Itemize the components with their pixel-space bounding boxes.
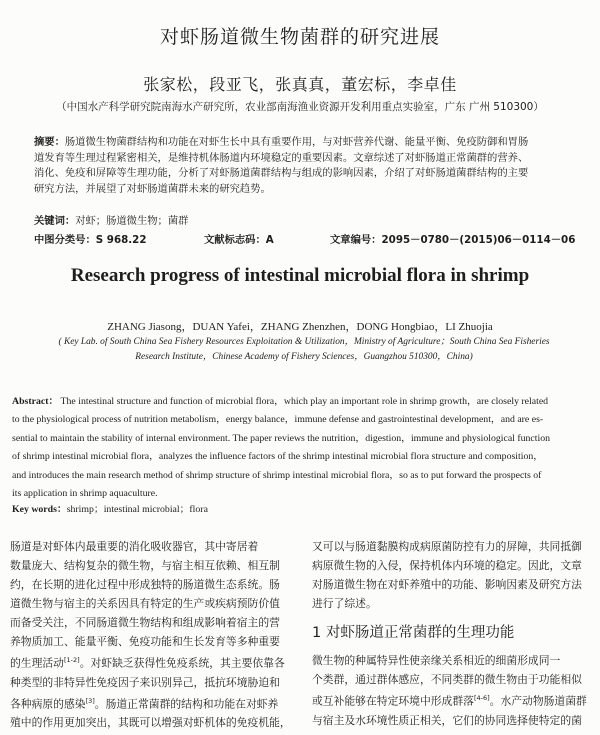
chinese-authors: 张家松，段亚飞，张真真，董宏标，李卓佳: [143, 75, 457, 94]
english-authors: ZHANG Jiasong，DUAN Yafei，ZHANG Zhenzhen，DONG Hongbiao，LI Zhuojia: [107, 321, 493, 333]
body-left-column: [10, 537, 300, 732]
body-text-line: 数量庞大、结构复杂的微生物，与宿主相互依赖、相互制: [10, 559, 280, 572]
chinese-keywords-text: 对虾；肠道微生物；菌群: [75, 215, 189, 227]
body-text-line: 肠道是对虾体内最重要的消化吸收器官，其中寄居着: [10, 540, 259, 553]
body-text-line: 约，在长期的进化过程中形成独特的肠道微生态系统。肠: [10, 578, 280, 591]
body-text-line: 殖中的作用更加突出，其既可以增强对虾机体的免疫机能，: [10, 716, 291, 730]
english-abstract-label: Abstract：: [12, 396, 59, 407]
body-text-line: 而备受关注，不同肠道微生物结构和组成影响着宿主的营: [10, 616, 280, 629]
body-right-column: [312, 537, 598, 730]
english-keywords: [12, 501, 208, 515]
body-right-intro: [312, 537, 598, 613]
english-abstract-line: its application in shrimp aquaculture.: [12, 488, 158, 500]
chinese-abstract-line: 消化、免疫和屏障等生理功能，分析了对虾肠道菌群结构与组成的影响因素，介绍了对虾肠道菌群结构的主要: [34, 167, 529, 180]
chinese-abstract-line: 道发育等生理过程紧密相关，是维持机体肠道内环境稳定的重要因素。文章综述了对虾肠道正常菌群的营养、: [34, 151, 529, 164]
english-affiliation-line: ( Key Lab. of South China Sea Fishery Resources Exploitation & Utilization，Ministry of Agriculture；South China Sea Fisheries: [58, 337, 550, 347]
english-keywords-text: shrimp；intestinal microbial；flora: [66, 504, 208, 515]
chinese-title: 对虾肠道微生物菌群的研究进展: [159, 26, 440, 48]
english-affiliation-line: Research Institute，Chinese Academy of Fishery Sciences，Guangzhou 510300，China): [135, 352, 473, 362]
document-code: 文献标志码：A: [204, 234, 274, 246]
chinese-abstract-line: 摘要：肠道微生物菌群结构和功能在对虾生长中具有重要作用，与对虾营养代谢、能量平衡、免疫防御和胃肠: [34, 136, 529, 148]
english-abstract-line: sential to maintain the stability of internal environment. The paper reviews the nutrition，digestion，immune and physiological function: [12, 432, 550, 444]
english-abstract-line: to the physiological process of nutrition metabolism，energy balance，immune defense and gastrointestinal development，and are es-: [12, 414, 544, 426]
chinese-keywords-label: 关键词：: [34, 215, 76, 227]
english-keywords-label: Key words：: [12, 504, 67, 515]
chinese-abstract: [34, 135, 574, 197]
english-abstract-line: Abstract： The intestinal structure and function of microbial flora，which play an important role in shrimp growth，are closely related: [12, 396, 549, 407]
article-number: 文章编号：2095－0780－(2015)06－0114－06: [330, 234, 576, 246]
body-text-line: 进行了综述。: [312, 597, 377, 610]
body-text-line: 养物质加工、能量平衡、免疫功能和生长发育等多种重要: [10, 635, 280, 648]
body-text-line: 或互补能够在特定环境中形成群落[4-6]。水产动物肠道菌群: [312, 694, 587, 708]
body-text-line: 对肠道微生物在对虾养殖中的功能、影响因素及研究方法: [312, 578, 582, 591]
english-title: Research progress of intestinal microbial flora in shrimp: [70, 265, 530, 286]
section-heading: 1 对虾肠道正常菌群的生理功能: [312, 625, 515, 641]
english-affiliation: [34, 335, 574, 365]
body-text-line: 病原微生物的入侵，保持机体内环境的稳定。因此，文章: [312, 559, 582, 572]
chinese-abstract-line: 研究方法，并展望了对虾肠道菌群未来的研究趋势。: [34, 182, 271, 195]
chinese-abstract-label: 摘要：: [34, 136, 65, 148]
english-abstract-line: and introduces the main research method of shrimp structure of shrimp intestinal microbial flora，so as to put forward the prospects of: [12, 469, 542, 481]
body-text-line: 的生理活动[1-2]。对虾缺乏获得性免疫系统，其主要依靠各: [10, 656, 285, 670]
clc-number: 中图分类号：S 968.22: [34, 234, 147, 246]
body-text-line: 各种病原的感染[3]。肠道正常菌群的结构和功能在对虾养: [10, 696, 279, 711]
chinese-affiliation: （中国水产科学研究院南海水产研究所，农业部南海渔业资源开发利用重点实验室，广东 广州 510300）: [56, 101, 544, 113]
english-abstract-line: of shrimp intestinal microbial flora，analyzes the influence factors of the shrimp intestinal microbial flora structure and composition，: [12, 451, 544, 463]
body-text-line: 又可以与肠道黏膜构成病原菌防控有力的屏障，共同抵御: [312, 540, 582, 553]
body-text-line: 种类型的非特异性免疫因子来识别异己，抵抗环境胁迫和: [10, 675, 280, 689]
body-text-line: 道微生物与宿主的关系因具有特定的生产或疾病预防价值: [10, 597, 280, 610]
body-text-line: 微生物的种属特异性使亲缘关系相近的细菌形成同一: [312, 654, 561, 667]
body-right-section: [312, 651, 598, 730]
body-text-line: 个类群，通过群体感应，不同类群的微生物由于功能相似: [312, 673, 582, 686]
english-abstract: [12, 393, 592, 503]
chinese-keywords: [34, 212, 188, 227]
body-text-line: 与宿主及水环境性质正相关，它们的协同选择使特定的菌: [312, 713, 582, 727]
